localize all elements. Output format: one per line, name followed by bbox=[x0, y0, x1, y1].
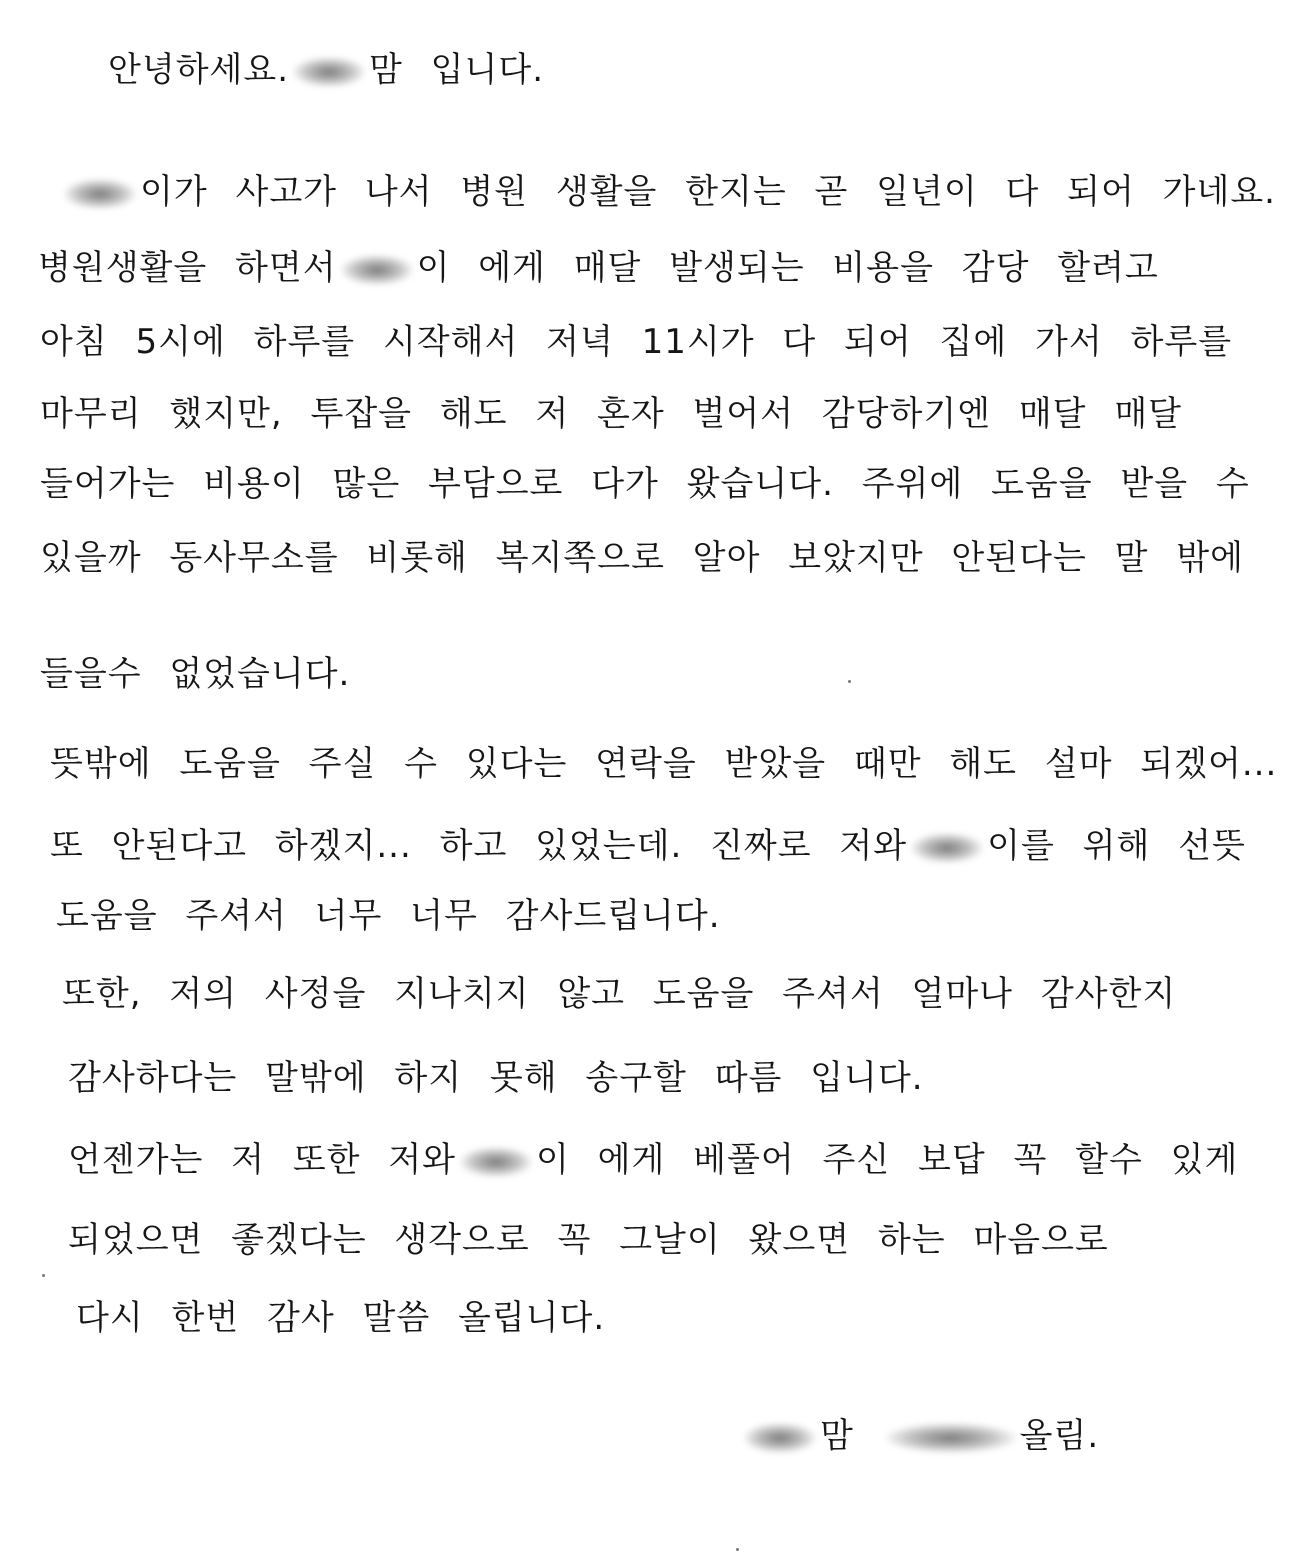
greeting-text-end: 맘 입니다. bbox=[369, 50, 545, 90]
para2-line3: 도움을 주셔서 너무 너무 감사드립니다. bbox=[56, 896, 721, 936]
para3-line1-start: 언젠가는 저 또한 저와 bbox=[68, 1140, 457, 1180]
paper-speck bbox=[848, 680, 851, 683]
redacted-name bbox=[293, 57, 365, 87]
para2-line2 bbox=[50, 824, 1246, 868]
redacted-child-name bbox=[460, 1147, 532, 1177]
redacted-child-name bbox=[64, 179, 136, 209]
paper-speck bbox=[736, 1548, 739, 1551]
greeting-line bbox=[108, 48, 544, 92]
para3-line1-end: 이 에게 베풀어 주신 보답 꼭 할수 있게 bbox=[536, 1140, 1239, 1180]
para1-line1 bbox=[60, 170, 1276, 214]
para3-line1 bbox=[68, 1138, 1238, 1182]
para1-line6: 있을까 동사무소를 비롯해 복지쪽으로 알아 보았지만 안된다는 말 밖에 bbox=[40, 538, 1244, 578]
para2-line5: 감사하다는 말밖에 하지 못해 송구할 따름 입니다. bbox=[68, 1058, 924, 1098]
para2-line4: 또한, 저의 사정을 지나치지 않고 도움을 주셔서 얼마나 감사한지 bbox=[62, 974, 1177, 1014]
para2-line2-start: 또 안된다고 하겠지... 하고 있었는데. 진짜로 저와 bbox=[50, 826, 908, 866]
greeting-text: 안녕하세요. bbox=[108, 50, 290, 90]
redacted-parent-name bbox=[886, 1423, 1016, 1453]
para1-line1-text: 이가 사고가 나서 병원 생활을 한지는 곧 일년이 다 되어 가네요. bbox=[140, 172, 1276, 212]
para3-line2: 되었으면 좋겠다는 생각으로 꼭 그날이 왔으면 하는 마음으로 bbox=[68, 1220, 1109, 1260]
para2-line2-end: 이를 위해 선뜻 bbox=[987, 826, 1246, 866]
para3-line3: 다시 한번 감사 말씀 올립니다. bbox=[76, 1298, 606, 1338]
paper-speck bbox=[42, 1274, 45, 1277]
redacted-child-name bbox=[911, 833, 983, 863]
signature-closing: 올림. bbox=[1019, 1416, 1100, 1456]
redacted-child-name bbox=[341, 255, 413, 285]
para1-line5: 들어가는 비용이 많은 부담으로 다가 왔습니다. 주위에 도움을 받을 수 bbox=[40, 464, 1250, 504]
para1-line7: 들을수 없었습니다. bbox=[40, 654, 351, 694]
para1-line4: 마무리 했지만, 투잡을 해도 저 혼자 벌어서 감당하기엔 매달 매달 bbox=[40, 394, 1183, 434]
redacted-child-name bbox=[744, 1423, 816, 1453]
signature-mom: 맘 bbox=[820, 1416, 854, 1456]
para1-line2 bbox=[38, 246, 1159, 290]
para2-line1: 뜻밖에 도움을 주실 수 있다는 연락을 받았을 때만 해도 설마 되겠어... bbox=[50, 744, 1278, 784]
para1-line2-start: 병원생활을 하면서 bbox=[38, 248, 337, 288]
para1-line3: 아침 5시에 하루를 시작해서 저녁 11시가 다 되어 집에 가서 하루를 bbox=[40, 322, 1233, 362]
signature-line bbox=[740, 1414, 1099, 1458]
para1-line2-text: 이 에게 매달 발생되는 비용을 감당 할려고 bbox=[416, 248, 1159, 288]
